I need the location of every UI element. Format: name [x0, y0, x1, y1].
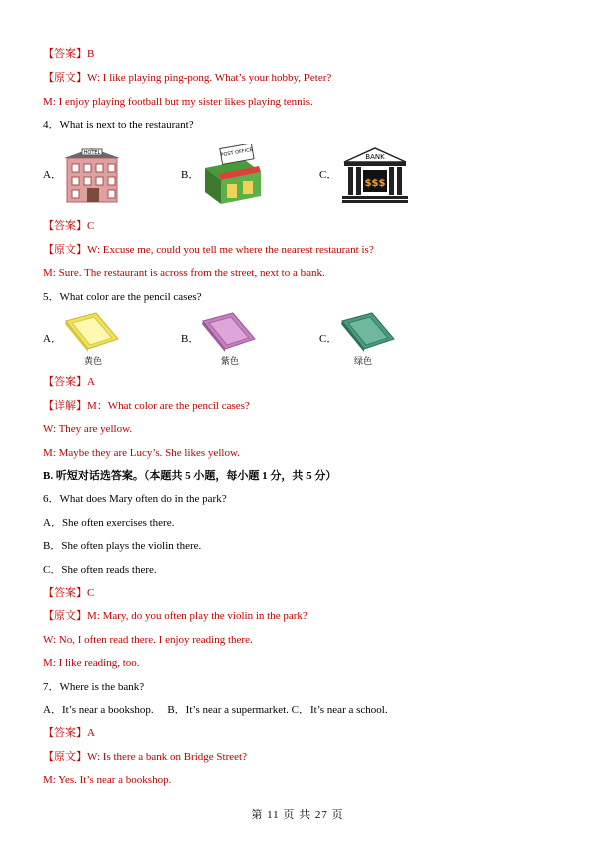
- answer-line: 【答案】B: [43, 48, 95, 60]
- question-4: 4．What is next to the restaurant?: [43, 119, 194, 131]
- explanation-line: W: They are yellow.: [43, 423, 133, 435]
- answer-line: 【答案】C: [43, 220, 95, 232]
- post-office-sign: POST OFFICE: [220, 146, 254, 159]
- green-caption: 绿色: [353, 357, 372, 367]
- question-5: 5．What color are the pencil cases?: [43, 291, 202, 303]
- explanation-line: 【详解】M：What color are the pencil cases?: [43, 400, 250, 412]
- option-6a: A．She often exercises there.: [43, 517, 175, 529]
- hotel-sign: HOTEL: [83, 150, 101, 156]
- option-label-c: C．: [319, 333, 338, 345]
- answer-line: 【答案】A: [43, 727, 95, 739]
- transcript-line: 【原文】W: I like playing ping-pong. What’s your hobby, Peter?: [43, 72, 332, 84]
- transcript-line: M: Yes. It’s near a bookshop.: [43, 774, 172, 786]
- option-label-b: B．: [181, 169, 200, 181]
- options-7: A．It’s near a bookshop. B．It’s near a supermarket. C．It’s near a school.: [43, 704, 388, 716]
- option-6b: B．She often plays the violin there.: [43, 540, 202, 552]
- transcript-line: 【原文】W: Excuse me, could you tell me where the nearest restaurant is?: [43, 244, 374, 256]
- green-pencil-case-image: [338, 311, 396, 358]
- answer-line: 【答案】C: [43, 587, 95, 599]
- transcript-line: M: I like reading, too.: [43, 657, 140, 669]
- bank-image: [342, 146, 408, 209]
- hotel-image: [64, 146, 120, 209]
- answer-line: 【答案】A: [43, 376, 95, 388]
- page-footer: 第 11 页 共 27 页: [251, 809, 344, 821]
- option-6c: C．She often reads there.: [43, 564, 157, 576]
- transcript-line: M: I enjoy playing football but my sister likes playing tennis.: [43, 96, 313, 108]
- section-b-heading: B. 听短对话选答案。（本题共 5 小题，每小题 1 分，共 5 分）: [43, 470, 337, 482]
- explanation-line: M: Maybe they are Lucy’s. She likes yellow.: [43, 447, 240, 459]
- transcript-line: W: No, I often read there. I enjoy reading there.: [43, 634, 253, 646]
- transcript-line: 【原文】M: Mary, do you often play the violin in the park?: [43, 610, 308, 622]
- yellow-caption: 黄色: [83, 357, 102, 367]
- transcript-line: M: Sure. The restaurant is across from the street, next to a bank.: [43, 267, 325, 279]
- option-label-b: B．: [181, 333, 200, 345]
- option-label-a: A．: [43, 333, 62, 345]
- purple-pencil-case-image: [199, 311, 257, 358]
- purple-caption: 紫色: [220, 357, 239, 367]
- bank-sign: BANK: [365, 153, 385, 161]
- question-7: 7．Where is the bank?: [43, 681, 145, 693]
- bank-money: $$$: [364, 178, 386, 189]
- post-office-image: [199, 144, 265, 211]
- transcript-line: 【原文】W: Is there a bank on Bridge Street?: [43, 751, 247, 763]
- question-6: 6．What does Mary often do in the park?: [43, 493, 227, 505]
- option-label-c: C．: [319, 169, 338, 181]
- option-label-a: A．: [43, 169, 62, 181]
- yellow-pencil-case-image: [62, 311, 120, 358]
